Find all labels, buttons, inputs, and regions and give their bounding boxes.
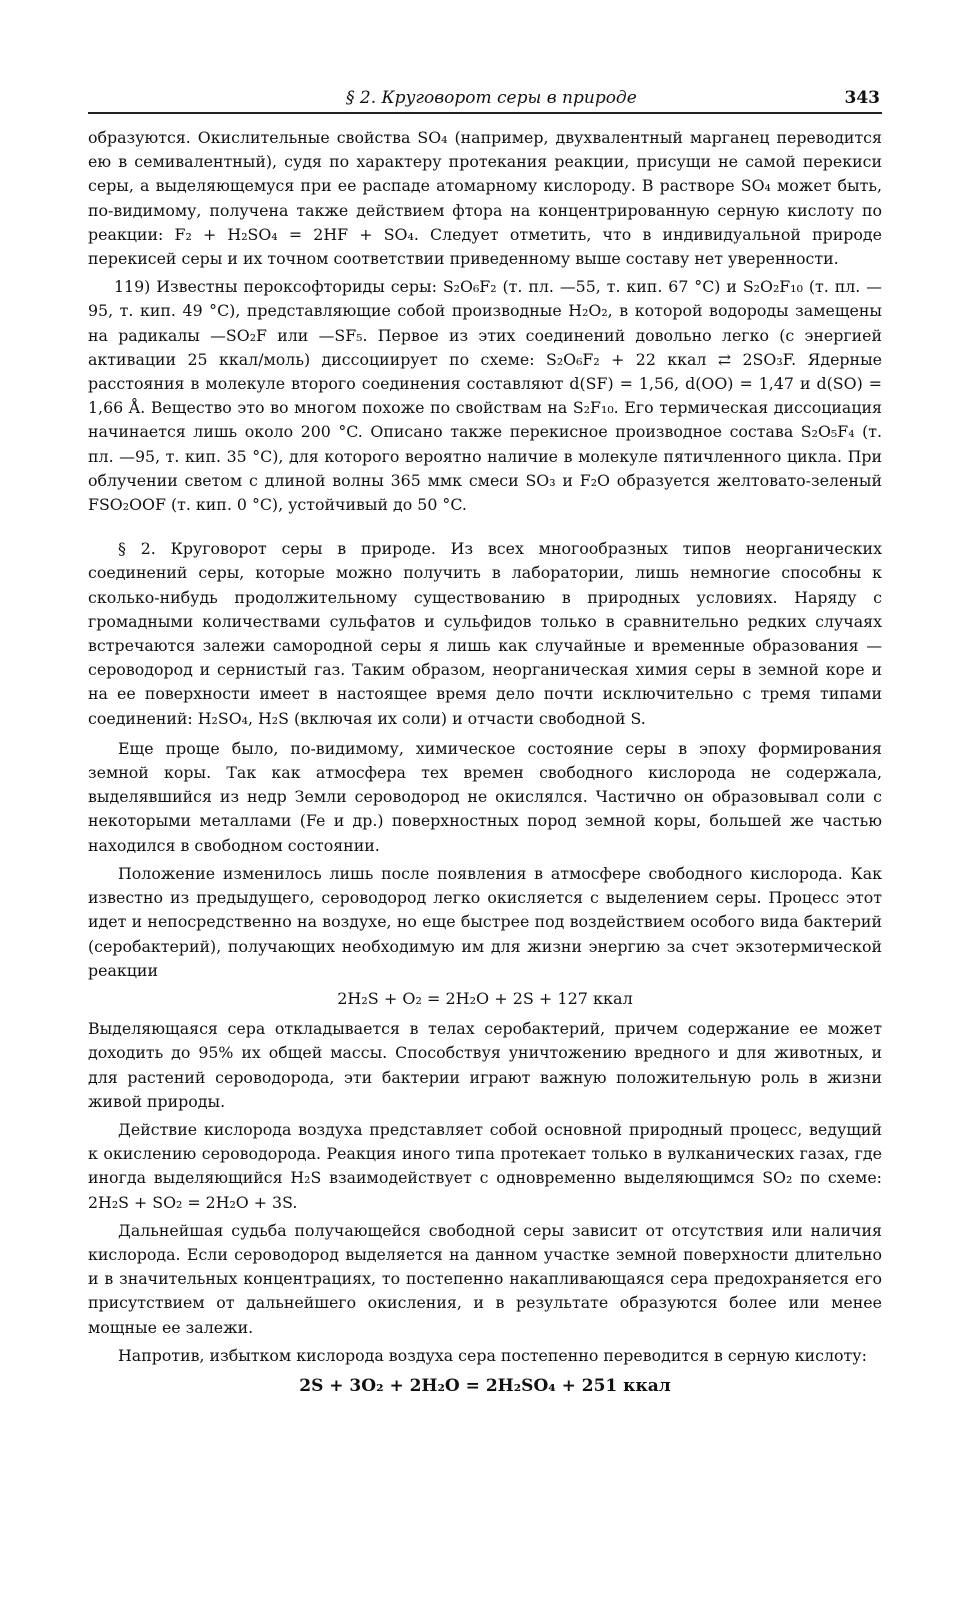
paragraph: Еще проще было, по-видимому, химическое состояние серы в эпоху формирования земной коры. Так как атмосфера тех времен свободного кислорода не содержала, выделявшийся из недр Земли сероводород не окислялся. Частично он образовывал соли с некоторыми металлами (Fe и др.) поверхностных пород земной коры, большей же частью находился в свободном состоянии. [88,738,882,855]
paragraph: образуются. Окислительные свойства SO₄ (например, двухвалентный марганец переводится ею в семивалентный), судя по характеру протекания реакции, присущи не самой перекиси серы, а выделяющемуся при ее распаде атомарному кислороду. В растворе SO₄ может быть, по-видимому, получена также действием фтора на концентрированную серную кислоту по реакции: F₂ + H₂SO₄ = 2HF + SO₄. Следует отметить, что в индивидуальной природе перекисей серы и их точном соответствии приведенному выше составу нет уверенности. [88,128,882,269]
paragraph: Положение изменилось лишь после появления в атмосфере свободного кислорода. Как известно из предыдущего, сероводород легко окисляется с выделением серы. Процесс этот идет и непосредственно на воздухе, но еще быстрее под воздействием особого вида бактерий (серобактерий), получающих необходимую им для жизни энергию за счет экзотермической реакции [88,863,882,980]
document-page [88,80,882,1404]
paragraph: Напротив, избытком кислорода воздуха сера постепенно переводится в серную кислоту: [118,1345,867,1365]
footnote-119: 119) Известны пероксофториды серы: S₂O₆F₂ (т. пл. —55, т. кип. 67 °C) и S₂O₂F₁₀ (т. пл. —95, т. кип. 49 °C), представляющие собой производные H₂O₂, в которой водороды замещены на радикалы —SO₂F или —SF₅. Первое из этих соединений довольно легко (с энергией активации 25 ккал/моль) диссоциирует по схеме: S₂O₆F₂ + 22 ккал ⇄ 2SO₃F. Ядерные расстояния в молекуле второго соединения составляют d(SF) = 1,56, d(OO) = 1,47 и d(SO) = 1,66 Å. Вещество это во многом похоже по свойствам на S₂F₁₀. Его термическая диссоциация начинается лишь около 200 °C. Описано также перекисное производное состава S₂O₅F₄ (т. пл. —95, т. кип. 35 °C), для которого вероятно наличие в молекуле пятичленного цикла. При облучении светом с длиной волны 365 ммк смеси SO₃ и F₂O образуется желтовато-зеленый FSO₂OOF (т. кип. 0 °C), устойчивый до 50 °C. [88,277,882,515]
running-title: § 2. Круговорот серы в природе [346,88,637,108]
paragraph: Дальнейшая судьба получающейся свободной серы зависит от отсутствия или наличия кислорода. Если сероводород выделяется на данном участке земной поверхности длительно и в значительных концентрациях, то постепенно накапливающаяся сера предохраняется его присутствием от дальнейшего окисления, и в результате образуются более или менее мощные ее залежи. [88,1220,882,1337]
section-paragraph: § 2. Круговорот серы в природе. Из всех многообразных типов неорганических соединений серы, которые можно получить в лаборатории, лишь немногие способны к сколько-нибудь продолжительному существованию в природных условиях. Наряду с громадными количествами сульфатов и сульфидов только в сравнительно редких случаях встречаются залежи самородной серы я лишь как случайные и временные образования — сероводород и сернистый газ. Таким образом, неорганическая химия серы в земной коре и на ее поверхности имеет в настоящее время дело почти исключительно с тремя типами соединений: H₂SO₄, H₂S (включая их соли) и отчасти свободной S. [88,539,882,728]
equation: 2H₂S + O₂ = 2H₂O + 2S + 127 ккал [337,988,633,1008]
paragraph: Выделяющаяся сера откладывается в телах серобактерий, причем содержание ее может доходить до 95% их общей массы. Способствуя уничтожению вредного и для животных, и для растений сероводорода, эти бактерии играют важную положительную роль в жизни живой природы. [88,1019,882,1111]
equation: 2S + 3O₂ + 2H₂O = 2H₂SO₄ + 251 ккал [299,1375,671,1396]
running-header [88,80,882,114]
page-body [88,126,882,1398]
page-number: 343 [844,88,880,108]
paragraph: Действие кислорода воздуха представляет собой основной природный процесс, ведущий к окислению сероводорода. Реакция иного типа протекает только в вулканических газах, где иногда выделяющийся H₂S взаимодействует с одновременно выделяющимся SO₂ по схеме: 2H₂S + SO₂ = 2H₂O + 3S. [88,1119,882,1212]
